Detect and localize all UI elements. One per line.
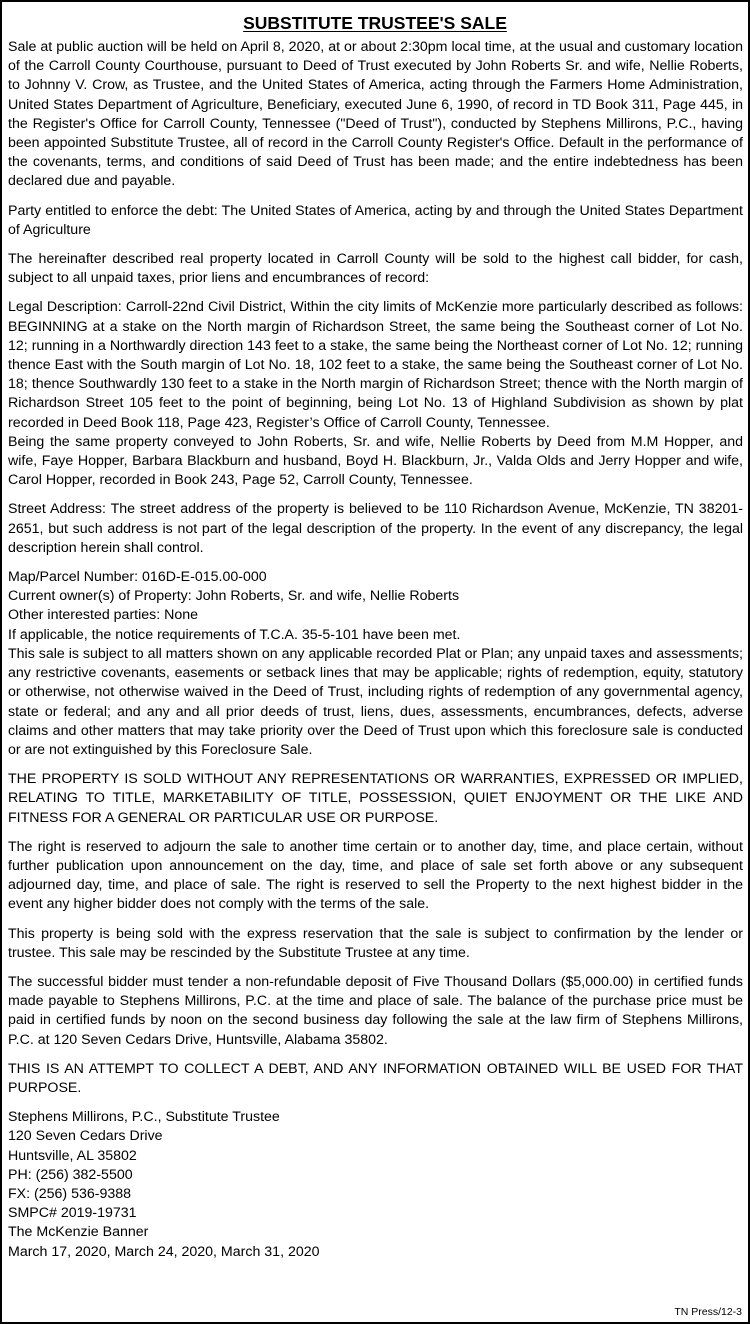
- confirmation-paragraph: This property is being sold with the express reservation that the sale is subject to confirmation by the lender or trustee. This sale may be rescinded by the Substitute Trustee at any time.: [8, 925, 743, 961]
- publication-dates: March 17, 2020, March 24, 2020, March 31, 2020: [8, 1243, 320, 1260]
- trustee-firm: Stephens Millirons, P.C., Substitute Trustee: [8, 1109, 280, 1126]
- press-reference: TN Press/12-3: [674, 1306, 742, 1318]
- trustee-street: 120 Seven Cedars Drive: [8, 1128, 163, 1145]
- tca-notice: If applicable, the notice requirements of T.C.A. 35-5-101 have been met.: [8, 626, 461, 643]
- trustee-fax: FX: (256) 536-9388: [8, 1185, 132, 1202]
- trustee-phone: PH: (256) 382-5500: [8, 1166, 133, 1183]
- legal-description-paragraph: Legal Description: Carroll-22nd Civil District, Within the city limits of McKenzie more particularly described as follows: BEGINNING at a stake on the North margin of Richardson Street, the same being the Southeast corner of Lot No. 12; running in a Northwardly direction 143 feet to a stake, the same being the Northeast corner of Lot No. 12; running thence East with the South margin of Lot No. 18, 102 feet to a stake, the same being the Southeast corner of Lot No. 18; thence Southwardly 130 feet to a stake in the North margin of Richardson Street; thence with the North margin of Richardson Street 105 feet to the point of beginning, being Lot No. 13 of Highland Subdivision as shown by plat recorded in Deed Book 118, Page 423, Register’s Office of Carroll County, Tennessee.: [8, 299, 743, 431]
- subject-matters-paragraph: This sale is subject to all matters shown on any applicable recorded Plat or Plan; any unpaid taxes and assessments; any restrictive covenants, easements or setback lines that may be applicable; rights of redemption, equity, statutory or otherwise, not otherwise waived in the Deed of Trust, including rights of redemption of any governmental agency, state or federal; and any and all prior deeds of trust, liens, dues, assessments, encumbrances, defects, adverse claims and other matters that may take priority over the Deed of Trust upon which this foreclosure sale is conducted or are not extinguished by this Foreclosure Sale.: [8, 645, 743, 758]
- sale-terms-paragraph: The hereinafter described real property located in Carroll County will be sold to the highest call bidder, for cash, subject to all unpaid taxes, prior liens and encumbrances of record:: [8, 251, 743, 287]
- current-owner: Current owner(s) of Property: John Roberts, Sr. and wife, Nellie Roberts: [8, 588, 460, 605]
- other-interested-parties: Other interested parties: None: [8, 607, 199, 624]
- signature-block: [8, 1108, 743, 1262]
- notice-title: SUBSTITUTE TRUSTEE'S SALE: [243, 13, 507, 33]
- no-warranties-paragraph: THE PROPERTY IS SOLD WITHOUT ANY REPRESENTATIONS OR WARRANTIES, EXPRESSED OR IMPLIED, RELATING TO TITLE, MARKETABILITY OF TITLE, POSSESSION, QUIET ENJOYMENT OR THE LIKE AND FITNESS FOR A GENERAL OR PARTICULAR USE OR PURPOSE.: [8, 771, 743, 826]
- deposit-paragraph: The successful bidder must tender a non-refundable deposit of Five Thousand Dollars ($5,000.00) in certified funds made payable to Stephens Millirons, P.C. at the time and place of sale. The balance of the purchase price must be paid in certified funds by noon on the second business day following the sale at the law firm of Stephens Millirons, P.C. at 120 Seven Cedars Drive, Huntsville, Alabama 35802.: [8, 973, 743, 1048]
- property-details: [8, 568, 743, 760]
- conveyance-paragraph: Being the same property conveyed to John Roberts, Sr. and wife, Nellie Roberts by Deed from M.M Hopper, and wife, Faye Hopper, Barbara Blackburn and husband, Boyd H. Blackburn, Jr., Valda Olds and Jerry Hopper and wife, Carol Hopper, recorded in Book 243, Page 52, Carroll County, Tennessee.: [8, 433, 743, 489]
- publication-name: The McKenzie Banner: [8, 1224, 149, 1241]
- sale-announcement-paragraph: Sale at public auction will be held on April 8, 2020, at or about 2:30pm local time, at the usual and customary location of the Carroll County Courthouse, pursuant to Deed of Trust executed by John Roberts Sr. and wife, Nellie Roberts, to Johnny V. Crow, as Trustee, and the United States of America, acting through the Farmers Home Administration, United States Department of Agriculture, Beneficiary, executed June 6, 1990, of record in TD Book 311, Page 445, in the Register's Office for Carroll County, Tennessee ("Deed of Trust"), conducted by Stephens Millirons, P.C., having been appointed Substitute Trustee, all of record in the Carroll County Register's Office. Default in the performance of the covenants, terms, and conditions of said Deed of Trust has been made; and the entire indebtedness has been declared due and payable.: [8, 39, 743, 190]
- enforcing-party-paragraph: Party entitled to enforce the debt: The United States of America, acting by and through the United States Department of Agriculture: [8, 202, 743, 238]
- debt-collection-paragraph: THIS IS AN ATTEMPT TO COLLECT A DEBT, AND ANY INFORMATION OBTAINED WILL BE USED FOR THAT PURPOSE.: [8, 1060, 743, 1096]
- street-address-paragraph: Street Address: The street address of the property is believed to be 110 Richardson Avenue, McKenzie, TN 38201-2651, but such address is not part of the legal description of the property. In the event of any discrepancy, the legal description herein shall control.: [8, 501, 743, 556]
- trustee-city: Huntsville, AL 35802: [8, 1147, 137, 1164]
- map-parcel-number: Map/Parcel Number: 016D-E-015.00-000: [8, 569, 267, 586]
- notice-body: [2, 38, 748, 1262]
- smpc-number: SMPC# 2019-19731: [8, 1205, 137, 1222]
- adjournment-paragraph: The right is reserved to adjourn the sale to another time certain or to another day, time, and place certain, without further publication upon announcement on the day, time, and place of sale set forth above or any subsequent adjourned day, time, and place of sale. The right is reserved to sell the Property to the next highest bidder in the event any higher bidder does not comply with the terms of the sale.: [8, 838, 743, 913]
